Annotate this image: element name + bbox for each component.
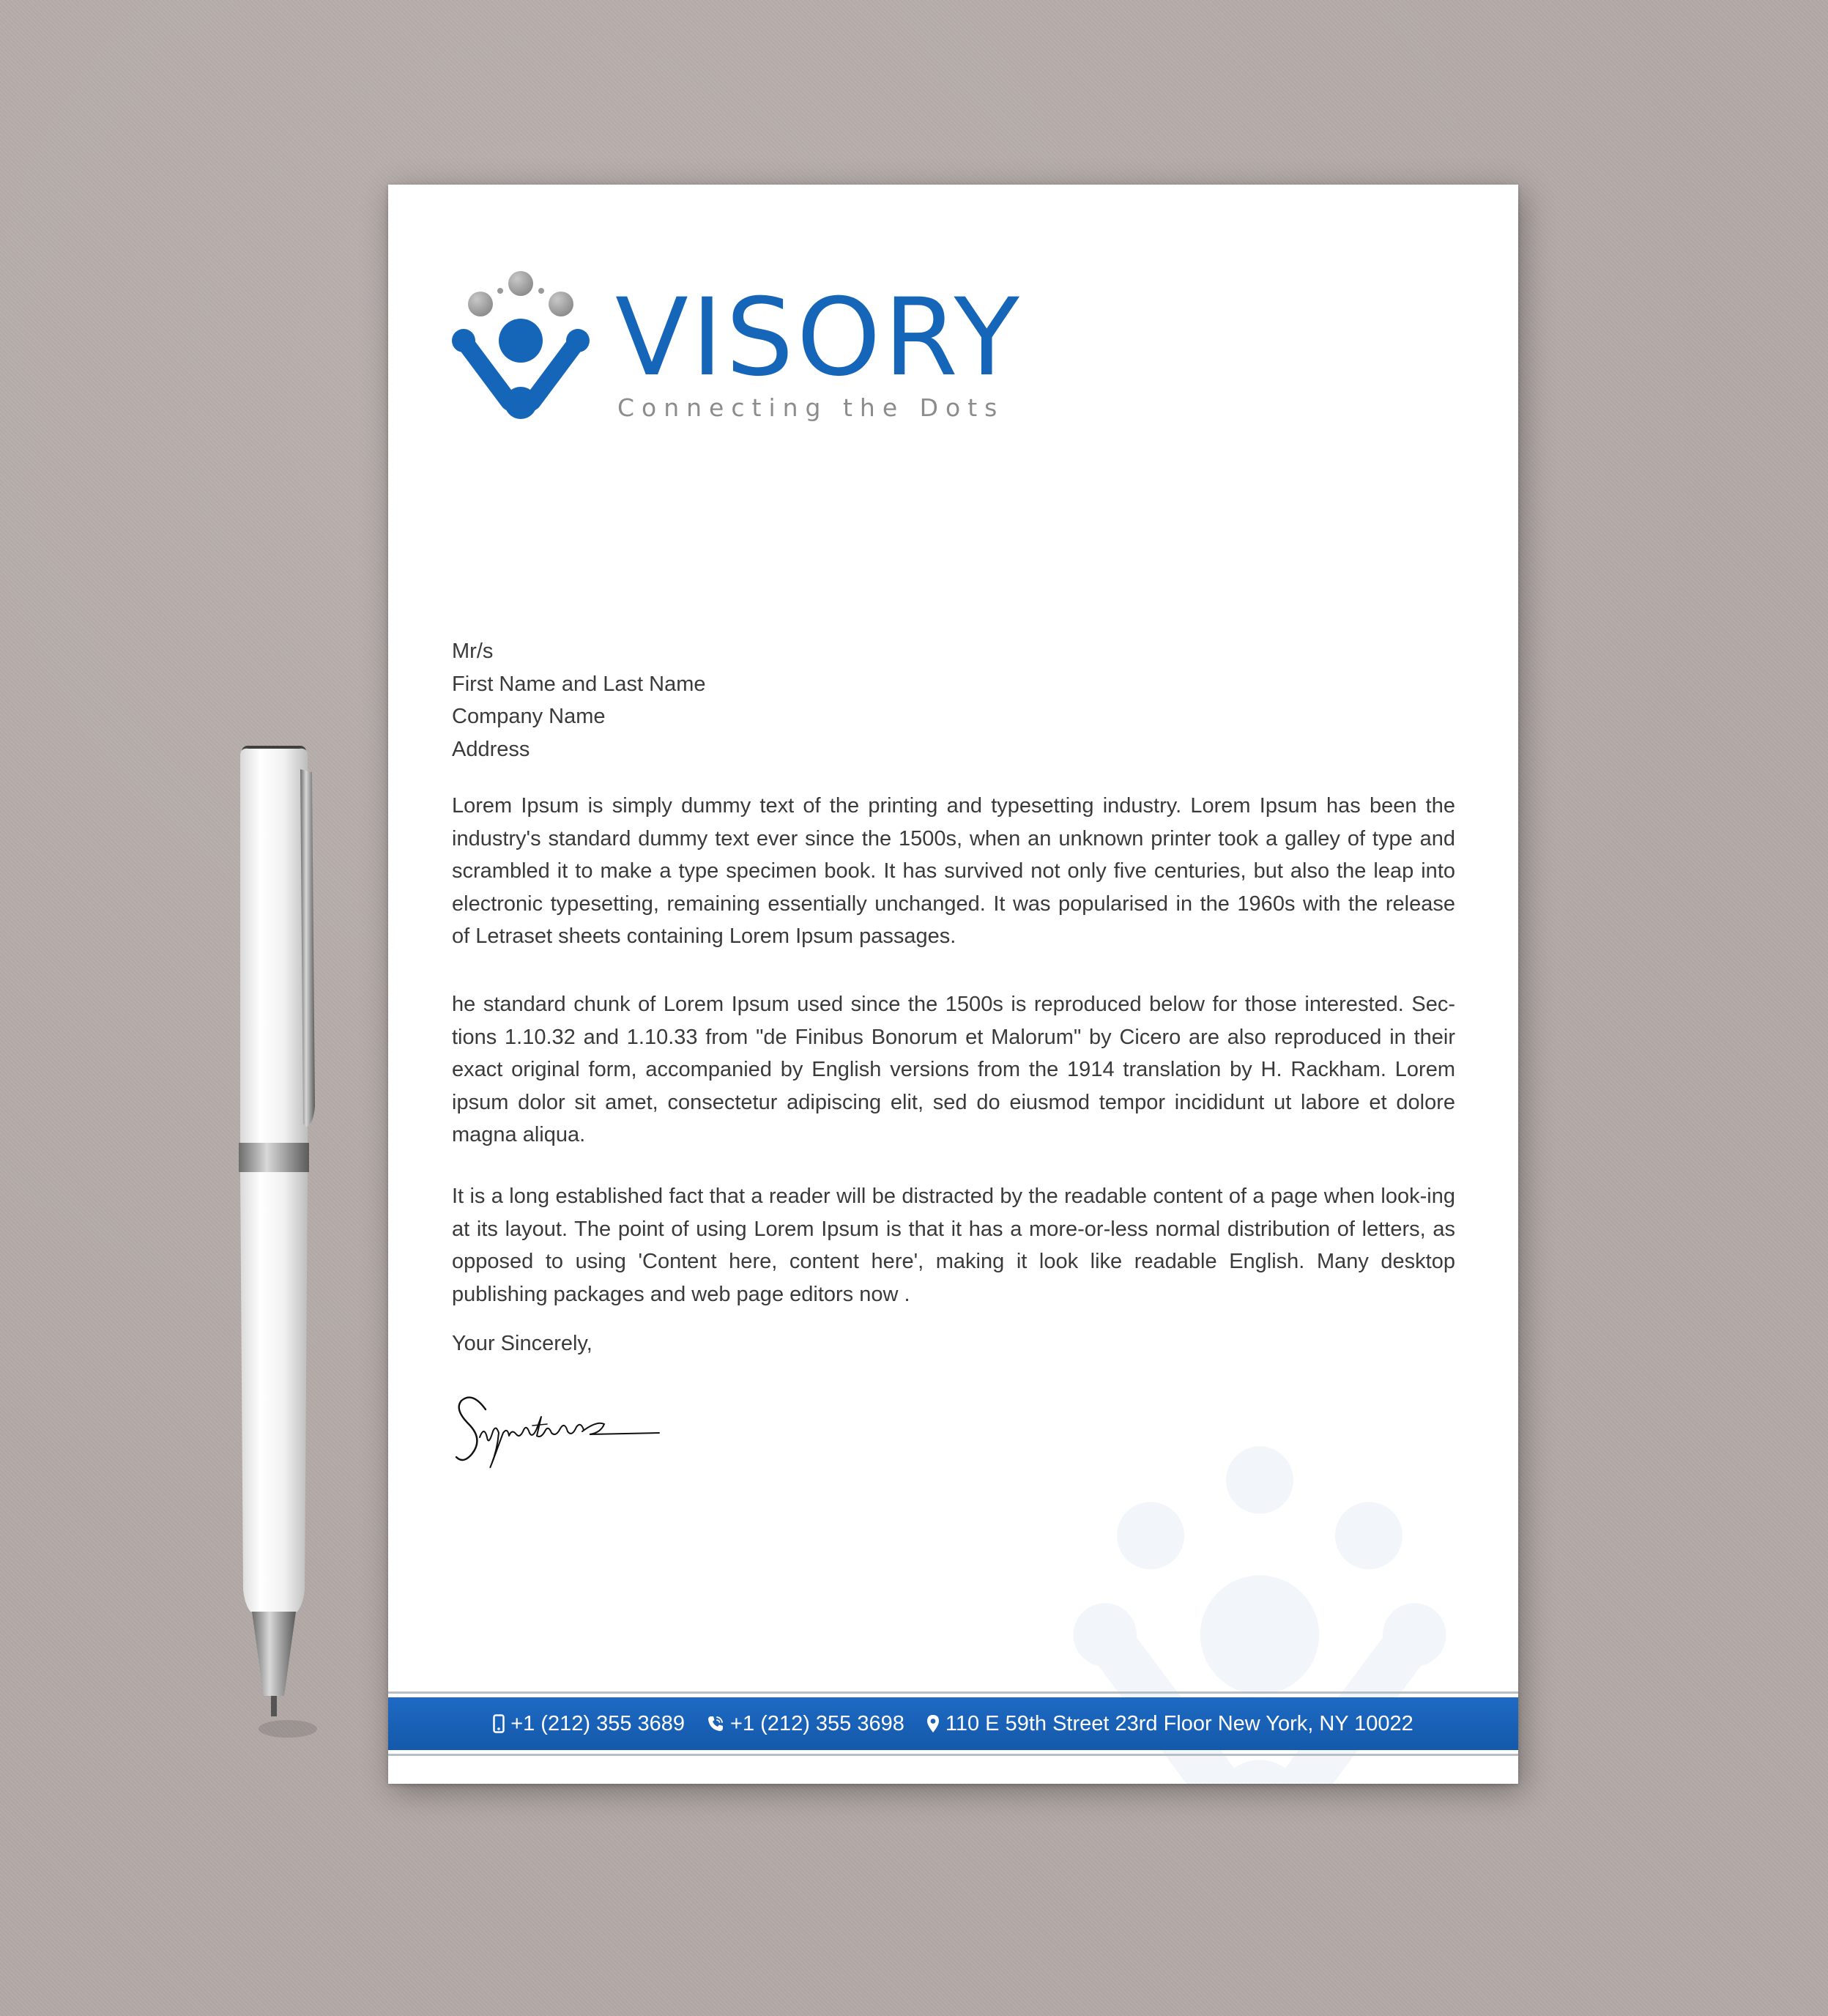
address-text: 110 E 59th Street 23rd Floor New York, NY 10022 (945, 1711, 1413, 1735)
body-paragraph-3: It is a long established fact that a reader will be distracted by the readable content of a page when look-ing at its layout. The point of using Lorem Ipsum is that it has a more-or-less normal distribution of letters, as opposed to using 'Content here, content here', making it look like readable English. Many desktop publishing packages and web page editors now . (452, 1185, 1455, 1306)
footer-mobile (493, 1712, 685, 1736)
logo-mark-icon (450, 271, 591, 421)
pen (233, 740, 328, 1795)
body-paragraph-1: Lorem Ipsum is simply dummy text of the printing and typesetting industry. Lorem Ipsum has been the industry's standard dummy text ever since the 1500s, when an unknown printer took a galley of type and scrambled it to make a type specimen book. It has survived not only five centuries, but also the leap into electronic typesetting, remaining essentially unchanged. It was popularised in the 1960s with the release of Letraset sheets containing Lorem Ipsum passages. (452, 794, 1455, 948)
location-pin-icon (926, 1714, 940, 1733)
recipient-address: Address (452, 737, 530, 761)
mobile-number: +1 (212) 355 3689 (510, 1711, 686, 1735)
footer-divider-bottom (388, 1754, 1518, 1756)
phone-icon (707, 1715, 724, 1732)
phone-number: +1 (212) 355 3698 (730, 1711, 904, 1735)
signature (450, 1380, 663, 1475)
brand-name: VISORY (615, 275, 1022, 400)
letterhead-page (388, 185, 1518, 1784)
body-paragraph-2: he standard chunk of Lorem Ipsum used since the 1500s is reproduced below for those interested. Sec-tions 1.10.32 and 1.10.33 from "de Finibus Bonorum et Malorum" by Cicero are also reproduced in their exact original form, accompanied by English versions from the 1914 translation by H. Rackham. Lorem ipsum dolor sit amet, consectetur adipiscing elit, sed do eiusmod tempor incididunt ut labore et dolore magna aliqua. (452, 993, 1455, 1146)
footer-divider-top (388, 1691, 1518, 1694)
footer-contact-bar (388, 1697, 1518, 1750)
footer-phone (707, 1712, 904, 1736)
recipient-salutation: Mr/s (452, 640, 494, 663)
closing-line: Your Sincerely, (452, 1332, 592, 1355)
footer-address (926, 1712, 1413, 1736)
recipient-name: First Name and Last Name (452, 672, 706, 696)
mobile-phone-icon (493, 1714, 505, 1733)
recipient-block (452, 635, 1455, 766)
recipient-company: Company Name (452, 705, 606, 728)
brand-tagline: Connecting the Dots (617, 393, 1005, 422)
